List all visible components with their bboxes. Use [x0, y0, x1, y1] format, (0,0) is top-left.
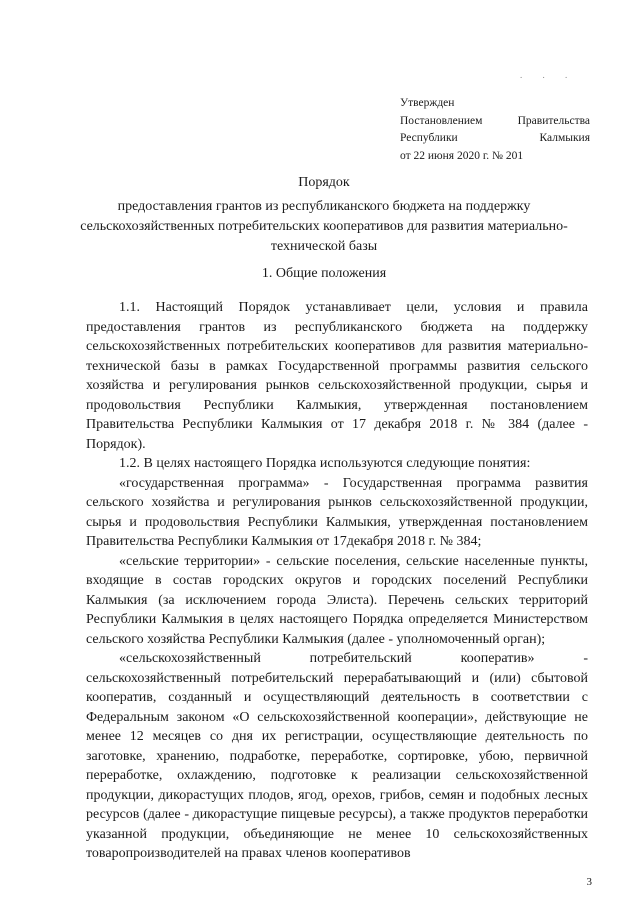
- paragraph: «сельские территории» - сельские поселения, сельские населенные пункты, входящие в состав городских округов и городских поселений Республики Калмыкия (за исключением города Элиста). Перечень сельских территорий Республики Калмыкия в целях настоящего Порядка определяется Министерством сельского хозяйства Республики Калмыкия (далее - уполномоченный орган);: [86, 553, 588, 647]
- document-title: Порядок: [298, 175, 350, 190]
- page-number: 3: [586, 876, 592, 888]
- approval-line-1: Утвержден: [400, 97, 455, 109]
- approval-block: [400, 95, 590, 165]
- scan-marks: . . .: [520, 70, 577, 80]
- approval-line-2: [400, 113, 590, 131]
- section-heading: 1. Общие положения: [261, 266, 387, 281]
- approval-line-3: [400, 130, 590, 148]
- paragraph: 1.1. Настоящий Порядок устанавливает цели, условия и правила предоставления грантов из республиканского бюджета на поддержку сельскохозяйственных потребительских кооперативов для развития материально-технической базы в рамках Государственной программы развития сельского хозяйства и регулирования рынков сельскохозяйственной продукции, сырья и продовольствия Республики Калмыкия, утвержденная постановлением Правительства Республики Калмыкия от 17 декабря 2018 г. № 384 (далее - Порядок).: [86, 300, 588, 452]
- document-subtitle: предоставления грантов из республиканского бюджета на поддержку сельскохозяйственных потребительских кооперативов для развития материально-технической базы: [80, 199, 568, 254]
- approval-line-2-right: Правительства: [517, 114, 590, 127]
- approval-line-3-left: Республики: [400, 132, 458, 144]
- paragraph: «государственная программа» - Государственная программа развития сельского хозяйства и регулирования рынков сельскохозяйственной продукции, сырья и продовольствия Республики Калмыкия, утвержденная постановлением Правительства Республики Калмыкия от 17декабря 2018 г. № 384;: [86, 475, 588, 549]
- paragraph: 1.2. В целях настоящего Порядка используются следующие понятия:: [119, 456, 531, 471]
- approval-line-3-right: Калмыкия: [539, 132, 590, 144]
- approval-line-2-left: Постановлением: [400, 114, 483, 127]
- body-text: [86, 298, 588, 864]
- paragraph: «сельскохозяйственный потребительский кооператив» - сельскохозяйственный потребительский перерабатывающий и (или) сбытовой кооператив, созданный и осуществляющий деятельность в соответствии с Федеральным законом «О сельскохозяйственной кооперации», действующие не менее 12 месяцев со дня их регистрации, осуществляющие деятельность по заготовке, хранению, подработке, переработке, сортировке, убою, первичной переработке, охлаждению, подготовке к реализации сельскохозяйственной продукции, дикорастущих плодов, ягод, орехов, грибов, семян и подобных лесных ресурсов (далее - дикорастущие пищевые ресурсы), а также продуктов переработки указанной продукции, объединяющие не менее 10 сельскохозяйственных товаропроизводителей на правах членов кооперативов: [86, 651, 588, 861]
- approval-line-4: от 22 июня 2020 г. № 201: [400, 149, 524, 162]
